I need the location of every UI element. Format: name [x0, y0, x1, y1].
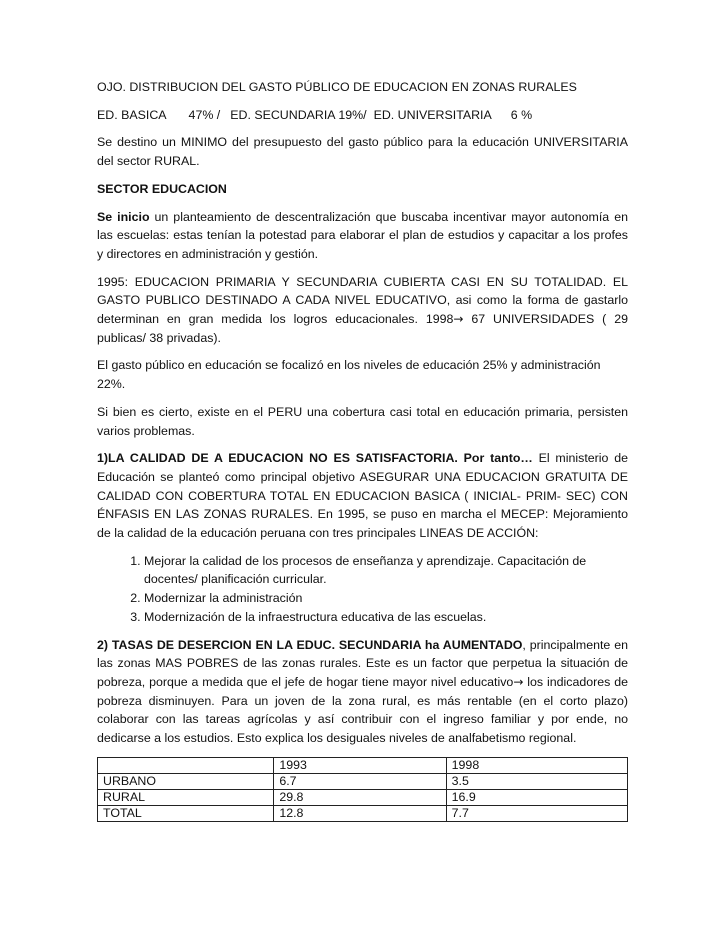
p1995-text-1: 1995: EDUCACION PRIMARIA Y SECUNDARIA CUBIERTA CASI EN SU TOTALIDAD. EL GASTO PUBLICO DESTINADO A CADA NIVEL EDUCATIVO, asi como la forma de gastarlo determinan en gran medida los logros educacionales. 1998: [97, 274, 628, 327]
table-cell: TOTAL: [98, 805, 274, 821]
list-item: 3. Modernización de la infraestructura educativa de las escuelas.: [144, 608, 628, 627]
table-header-cell: 1993: [274, 757, 446, 773]
calidad-bold: 1)LA CALIDAD DE A EDUCACION NO ES SATISFACTORIA. Por tanto…: [97, 451, 533, 466]
paragraph-calidad: [97, 449, 628, 543]
table-cell: 6.7: [274, 773, 446, 789]
ratio-universitaria: ED. UNIVERSITARIA: [373, 107, 492, 122]
table-header-cell: 1998: [446, 757, 627, 773]
paragraph-desercion: [97, 636, 628, 748]
table-row: [98, 789, 628, 805]
table-header-row: [98, 757, 628, 773]
calidad-text: El ministerio de Educación se planteó como principal objetivo ASEGURAR UNA EDUCACION GRATUITA DE CALIDAD CON COBERTURA TOTAL EN EDUCACION BASICA ( INICIAL- PRIM- SEC) CON ÉNFASIS EN LAS ZONAS RURALES. En 1995, se puso en marcha el MECEP: Mejoramiento de la calidad de la educación peruana con tres principales LINEAS DE ACCIÓN:: [97, 451, 628, 541]
inicio-text: un planteamiento de descentralización que buscaba incentivar mayor autonomía en las escuelas: estas tenían la potestad para elaborar el plan de estudios y capacitar a los profes y directores en administración y gestión.: [97, 209, 628, 261]
desercion-text-1: , principalmente en las zonas MAS POBRES de las zonas rurales. Este es un factor que perpetua la situación de pobreza, porque a medida que el jefe de hogar tiene mayor nivel educativo: [97, 637, 628, 689]
ratio-basica: ED. BASICA: [97, 107, 167, 122]
paragraph-peru: Si bien es cierto, existe en el PERU una cobertura casi total en educación primaria, persisten varios problemas.: [97, 404, 628, 438]
table-row: [98, 773, 628, 789]
illiteracy-table: [97, 757, 628, 822]
right-arrow-icon: →: [453, 312, 464, 327]
ratio-basica-pct: 47% /: [188, 107, 221, 122]
paragraph-1995: [97, 273, 628, 348]
document-page: [97, 78, 628, 822]
list-item: 1. Mejorar la calidad de los procesos de enseñanza y aprendizaje. Capacitación de docentes/ planificación curricular.: [144, 552, 628, 589]
paragraph-focalizo: El gasto público en educación se focalizó en los niveles de educación 25% y administración 22%.: [97, 358, 601, 392]
table-header-cell: [98, 757, 274, 773]
ratio-secundaria: ED. SECUNDARIA 19%/: [230, 107, 367, 122]
desercion-bold: 2) TASAS DE DESERCION EN LA EDUC. SECUNDARIA ha AUMENTADO: [97, 637, 523, 652]
right-arrow-icon: →: [513, 674, 524, 689]
list-item: 2. Modernizar la administración: [144, 589, 628, 608]
spending-ratios: [97, 106, 628, 125]
table-cell: RURAL: [98, 789, 274, 805]
ratio-universitaria-pct: 6 %: [510, 107, 533, 122]
table-cell: 7.7: [446, 805, 627, 821]
inicio-bold: Se inicio: [97, 209, 150, 224]
table-cell: URBANO: [98, 773, 274, 789]
table-cell: 29.8: [274, 789, 446, 805]
paragraph-minimo: Se destino un MINIMO del presupuesto del gasto público para la educación UNIVERSITARIA del sector RURAL.: [97, 135, 628, 169]
p1995-text-2: 67 UNIVERSIDADES ( 29 publicas/ 38 privadas).: [97, 312, 628, 345]
table-cell: 3.5: [446, 773, 627, 789]
table-row: [98, 805, 628, 821]
action-lines-list: [97, 552, 628, 627]
document-title: OJO. DISTRIBUCION DEL GASTO PÚBLICO DE EDUCACION EN ZONAS RURALES: [97, 80, 577, 94]
section-heading: SECTOR EDUCACION: [97, 181, 227, 196]
table-cell: 16.9: [446, 789, 627, 805]
paragraph-inicio: [97, 208, 628, 264]
table-cell: 12.8: [274, 805, 446, 821]
desercion-text-2: los indicadores de pobreza disminuyen. Para un joven de la zona rural, es más rentable (en el corto plazo) colaborar con las tareas agrícolas y así contribuir con el ingreso familiar y por ende, no dedicarse a los estudios. Esto explica los desiguales niveles de analfabetismo regional.: [97, 674, 628, 746]
